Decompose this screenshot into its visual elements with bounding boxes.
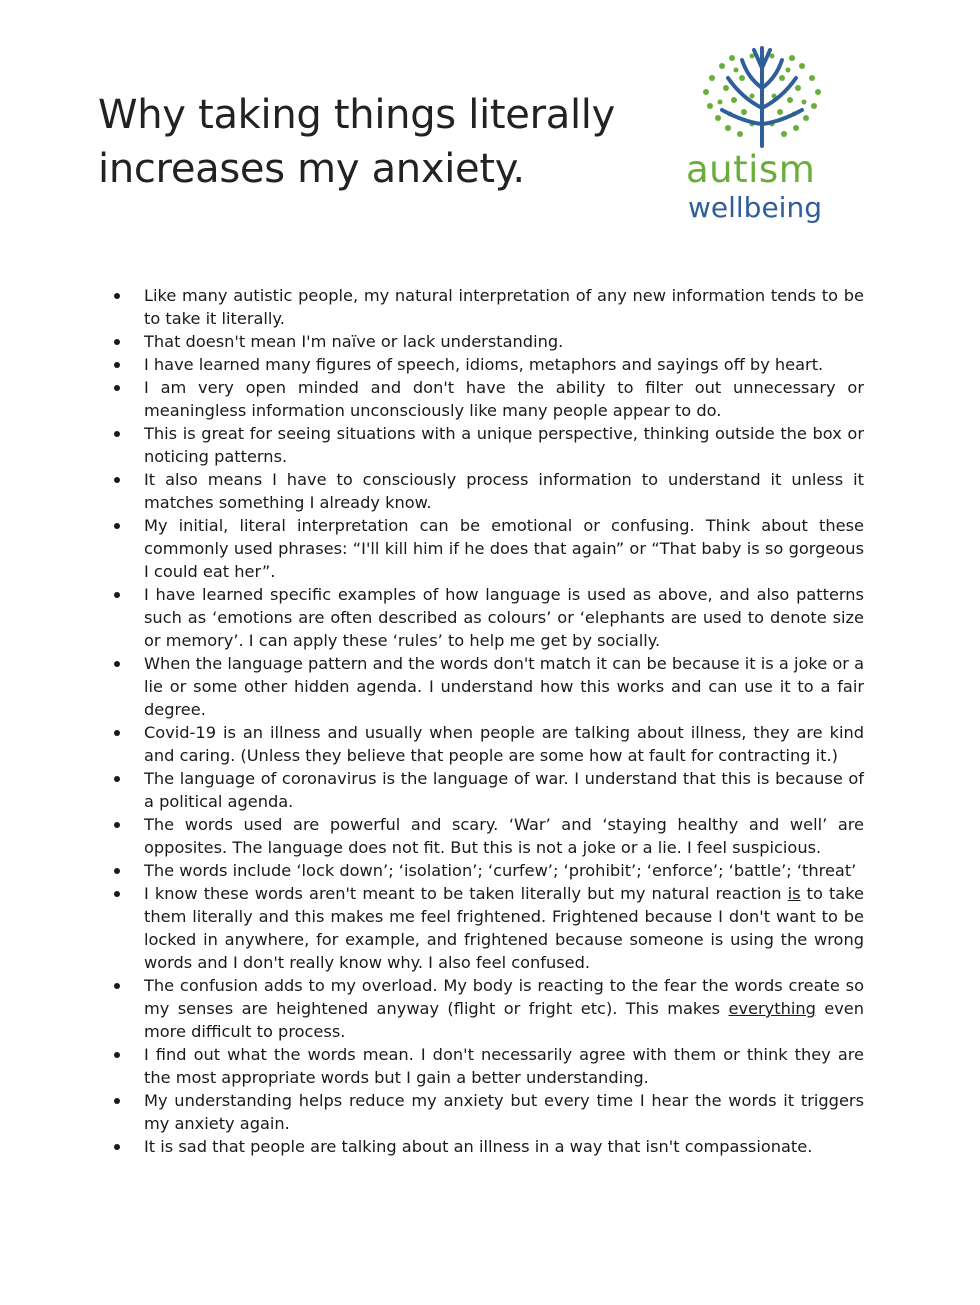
bullet-icon [114, 661, 120, 667]
title-line-1: Why taking things literally [98, 92, 615, 138]
bullet-icon [114, 339, 120, 345]
bullet-icon [114, 293, 120, 299]
list-item: This is great for seeing situations with a unique perspective, thinking outside the box or noticing patterns. [144, 422, 864, 468]
tree-icon [682, 38, 842, 148]
list-item: I have learned specific examples of how language is used as above, and also patterns such as ‘emotions are often described as colours’ or ‘elephants are used to denote size or memory’. I can apply these ‘rules’ to help me get by socially. [144, 583, 864, 652]
logo-text-wellbeing: wellbeing [688, 191, 822, 224]
bullet-icon [114, 477, 120, 483]
list-item: Covid-19 is an illness and usually when people are talking about illness, they are kind and caring. (Unless they believe that people are some how at fault for contracting it.) [144, 721, 864, 767]
list-item: Like many autistic people, my natural interpretation of any new information tends to be to take it literally. [144, 284, 864, 330]
bullet-icon [114, 983, 120, 989]
bullet-icon [114, 730, 120, 736]
bullet-icon [114, 776, 120, 782]
underlined-word: everything [728, 999, 816, 1018]
list-item: The language of coronavirus is the language of war. I understand that this is because of a political agenda. [144, 767, 864, 813]
bullet-icon [114, 592, 120, 598]
title-line-2: increases my anxiety. [98, 146, 525, 192]
list-item: That doesn't mean I'm naïve or lack understanding. [144, 330, 864, 353]
underlined-word: is [787, 884, 801, 903]
list-item: I am very open minded and don't have the ability to filter out unnecessary or meaningless information unconsciously like many people appear to do. [144, 376, 864, 422]
bullet-icon [114, 868, 120, 874]
list-item: My initial, literal interpretation can be emotional or confusing. Think about these commonly used phrases: “I'll kill him if he does that again” or “That baby is so gorgeous I could eat her”. [144, 514, 864, 583]
logo-text-autism: autism [686, 148, 816, 191]
bullet-icon [114, 362, 120, 368]
bullet-icon [114, 891, 120, 897]
bullet-icon [114, 431, 120, 437]
list-item: I have learned many figures of speech, idioms, metaphors and sayings off by heart. [144, 353, 864, 376]
bullet-icon [114, 1052, 120, 1058]
bullet-icon [114, 1144, 120, 1150]
list-item: My understanding helps reduce my anxiety but every time I hear the words it triggers my anxiety again. [144, 1089, 864, 1135]
list-item: I know these words aren't meant to be taken literally but my natural reaction is to take them literally and this makes me feel frightened. Frightened because I don't want to be locked in anywhere, for example, and frightened because someone is using the wrong words and I don't really know why. I also feel confused. [144, 882, 864, 974]
bullet-icon [114, 822, 120, 828]
page-title [98, 88, 615, 196]
list-item: The words include ‘lock down’; ‘isolation’; ‘curfew’; ‘prohibit’; ‘enforce’; ‘battle’; ‘threat’ [144, 859, 864, 882]
bullet-list [0, 284, 980, 1158]
bullet-icon [114, 385, 120, 391]
list-item: When the language pattern and the words don't match it can be because it is a joke or a lie or some other hidden agenda. I understand how this works and can use it to a fair degree. [144, 652, 864, 721]
list-item: It also means I have to consciously process information to understand it unless it matches something I already know. [144, 468, 864, 514]
list-item: The confusion adds to my overload. My body is reacting to the fear the words create so my senses are heightened anyway (flight or fright etc). This makes everything even more difficult to process. [144, 974, 864, 1043]
list-item: It is sad that people are talking about an illness in a way that isn't compassionate. [144, 1135, 864, 1158]
list-item: The words used are powerful and scary. ‘War’ and ‘staying healthy and well’ are opposites. The language does not fit. But this is not a joke or a lie. I feel suspicious. [144, 813, 864, 859]
list-item: I find out what the words mean. I don't necessarily agree with them or think they are the most appropriate words but I gain a better understanding. [144, 1043, 864, 1089]
bullet-icon [114, 1098, 120, 1104]
bullet-icon [114, 523, 120, 529]
